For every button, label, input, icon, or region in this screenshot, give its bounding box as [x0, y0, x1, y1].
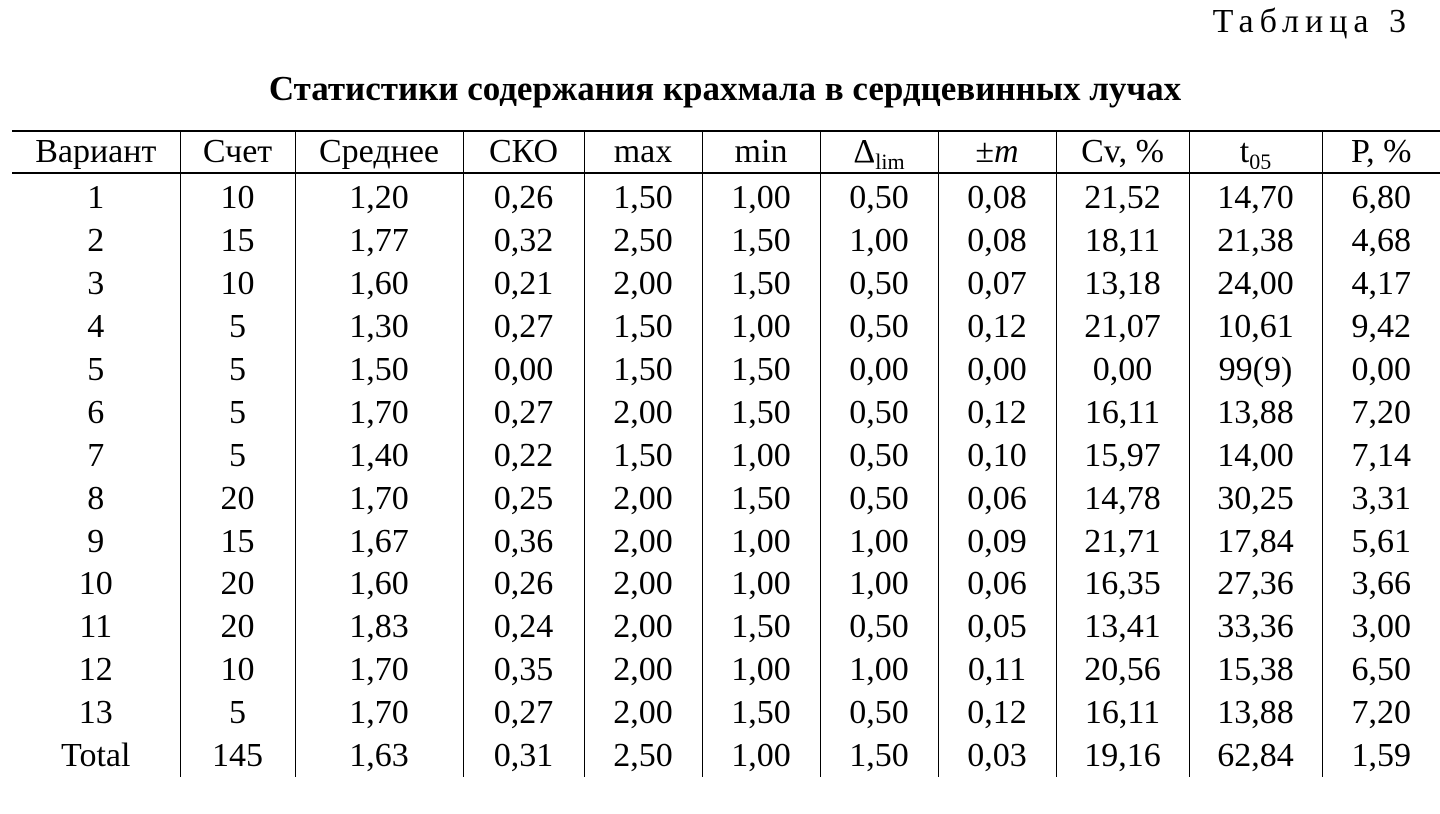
cell-delta-lim: 0,50: [820, 173, 938, 220]
cell-mean: 1,60: [295, 263, 463, 306]
table-row: [12, 606, 1440, 649]
cell-sd: 0,25: [463, 477, 584, 520]
cell-variant: 11: [79, 608, 113, 646]
cell-delta-lim: 0,50: [820, 306, 938, 349]
cell-error-m: 0,08: [938, 220, 1056, 263]
cell-p: 5,61: [1322, 520, 1440, 563]
header-variant: Вариант: [12, 131, 180, 173]
cell-t05: 27,36: [1189, 563, 1322, 606]
cell-cv: 16,11: [1056, 692, 1189, 735]
statistics-table: [12, 130, 1440, 777]
cell-mean: 1,60: [295, 563, 463, 606]
header-sd: СКО: [463, 131, 584, 173]
cell-min: 1,50: [702, 477, 820, 520]
table-row: [12, 692, 1440, 735]
header-max: max: [584, 131, 702, 173]
cell-error-m: 0,12: [938, 306, 1056, 349]
cell-error-m: 0,06: [938, 563, 1056, 606]
plus-minus-sign: ±: [975, 133, 995, 170]
cell-max: 1,50: [584, 306, 702, 349]
cell-delta-lim: 0,50: [820, 606, 938, 649]
cell-max: 2,50: [584, 735, 702, 778]
cell-error-m: 0,05: [938, 606, 1056, 649]
cell-max: 2,00: [584, 263, 702, 306]
cell-min: 1,00: [702, 735, 820, 778]
cell-variant: 3: [87, 265, 105, 303]
cell-cv: 16,35: [1056, 563, 1189, 606]
cell-cv: 0,00: [1056, 349, 1189, 392]
cell-cv: 21,71: [1056, 520, 1189, 563]
cell-t05: 10,61: [1189, 306, 1322, 349]
cell-variant: 13: [78, 694, 113, 732]
cell-p: 1,59: [1322, 735, 1440, 778]
header-cv: Cv, %: [1056, 131, 1189, 173]
cell-mean: 1,83: [295, 606, 463, 649]
cell-max: 2,00: [584, 649, 702, 692]
header-error-m: [938, 131, 1056, 173]
cell-sd: 0,21: [463, 263, 584, 306]
cell-variant: 10: [78, 565, 113, 603]
cell-delta-lim: 1,00: [820, 649, 938, 692]
cell-variant: 1: [87, 179, 105, 217]
cell-max: 1,50: [584, 434, 702, 477]
table-row: [12, 477, 1440, 520]
header-t05: [1189, 131, 1322, 173]
header-delta-lim: [820, 131, 938, 173]
table-row: [12, 263, 1440, 306]
cell-t05: 15,38: [1189, 649, 1322, 692]
cell-count: 5: [180, 391, 295, 434]
table-row: [12, 306, 1440, 349]
cell-delta-lim: 0,50: [820, 477, 938, 520]
table-row: [12, 349, 1440, 392]
cell-t05: 99(9): [1189, 349, 1322, 392]
cell-count: 20: [180, 606, 295, 649]
cell-p: 7,20: [1322, 692, 1440, 735]
cell-cv: 16,11: [1056, 391, 1189, 434]
cell-sd: 0,00: [463, 349, 584, 392]
cell-p: 6,50: [1322, 649, 1440, 692]
cell-error-m: 0,09: [938, 520, 1056, 563]
cell-count: 10: [180, 649, 295, 692]
cell-sd: 0,27: [463, 692, 584, 735]
delta-subscript: lim: [875, 149, 905, 174]
cell-count: 10: [180, 263, 295, 306]
cell-variant: 12: [78, 651, 113, 689]
cell-cv: 20,56: [1056, 649, 1189, 692]
cell-mean: 1,70: [295, 649, 463, 692]
cell-variant: 5: [87, 351, 105, 388]
header-min: min: [702, 131, 820, 173]
t-subscript: 05: [1249, 149, 1272, 174]
cell-sd: 0,26: [463, 173, 584, 220]
m-variable: m: [994, 133, 1019, 170]
cell-min: 1,00: [702, 306, 820, 349]
cell-min: 1,50: [702, 349, 820, 392]
table-row: [12, 391, 1440, 434]
table-row: [12, 173, 1440, 220]
cell-sd: 0,31: [463, 735, 584, 778]
table-number-label: Таблица 3: [1212, 3, 1412, 40]
cell-t05: 13,88: [1189, 692, 1322, 735]
cell-p: 4,17: [1322, 263, 1440, 306]
cell-variant: 2: [87, 222, 105, 260]
cell-p: 3,00: [1322, 606, 1440, 649]
cell-cv: 13,18: [1056, 263, 1189, 306]
cell-mean: 1,40: [295, 434, 463, 477]
cell-count: 145: [180, 735, 295, 778]
cell-sd: 0,35: [463, 649, 584, 692]
cell-t05: 14,70: [1189, 173, 1322, 220]
cell-p: 7,14: [1322, 434, 1440, 477]
cell-cv: 19,16: [1056, 735, 1189, 778]
cell-t05: 62,84: [1189, 735, 1322, 778]
cell-sd: 0,32: [463, 220, 584, 263]
cell-p: 0,00: [1322, 349, 1440, 392]
cell-cv: 13,41: [1056, 606, 1189, 649]
cell-sd: 0,26: [463, 563, 584, 606]
cell-delta-lim: 1,00: [820, 520, 938, 563]
cell-p: 3,31: [1322, 477, 1440, 520]
cell-t05: 30,25: [1189, 477, 1322, 520]
cell-count: 5: [180, 306, 295, 349]
cell-t05: 14,00: [1189, 434, 1322, 477]
cell-mean: 1,70: [295, 692, 463, 735]
cell-min: 1,00: [702, 434, 820, 477]
cell-cv: 21,07: [1056, 306, 1189, 349]
cell-variant: 8: [87, 479, 105, 517]
cell-t05: 24,00: [1189, 263, 1322, 306]
cell-mean: 1,70: [295, 391, 463, 434]
cell-min: 1,00: [702, 649, 820, 692]
cell-count: 5: [180, 349, 295, 392]
cell-t05: 13,88: [1189, 391, 1322, 434]
cell-error-m: 0,06: [938, 477, 1056, 520]
cell-delta-lim: 1,50: [820, 735, 938, 778]
cell-min: 1,00: [702, 173, 820, 220]
cell-count: 15: [180, 220, 295, 263]
cell-delta-lim: 0,50: [820, 263, 938, 306]
cell-sd: 0,36: [463, 520, 584, 563]
cell-count: 20: [180, 477, 295, 520]
cell-delta-lim: 0,50: [820, 692, 938, 735]
cell-count: 15: [180, 520, 295, 563]
cell-sd: 0,24: [463, 606, 584, 649]
cell-mean: 1,20: [295, 173, 463, 220]
cell-error-m: 0,11: [938, 649, 1056, 692]
cell-count: 20: [180, 563, 295, 606]
cell-mean: 1,63: [295, 735, 463, 778]
cell-mean: 1,77: [295, 220, 463, 263]
cell-delta-lim: 0,00: [820, 349, 938, 392]
total-row: [12, 735, 1440, 778]
cell-variant: 9: [87, 522, 105, 560]
table-row: [12, 649, 1440, 692]
cell-count: 5: [180, 434, 295, 477]
cell-sd: 0,27: [463, 391, 584, 434]
cell-max: 1,50: [584, 349, 702, 392]
table-row: [12, 434, 1440, 477]
cell-t05: 33,36: [1189, 606, 1322, 649]
cell-sd: 0,27: [463, 306, 584, 349]
t-symbol: t: [1239, 133, 1250, 170]
cell-cv: 21,52: [1056, 173, 1189, 220]
cell-max: 2,00: [584, 606, 702, 649]
cell-mean: 1,50: [295, 349, 463, 392]
cell-max: 2,00: [584, 391, 702, 434]
cell-min: 1,50: [702, 606, 820, 649]
table-row: [12, 220, 1440, 263]
table-header: [12, 131, 1440, 173]
cell-max: 1,50: [584, 173, 702, 220]
cell-mean: 1,70: [295, 477, 463, 520]
cell-p: 4,68: [1322, 220, 1440, 263]
cell-min: 1,00: [702, 563, 820, 606]
cell-p: 7,20: [1322, 391, 1440, 434]
cell-variant: 6: [87, 393, 105, 431]
cell-min: 1,50: [702, 692, 820, 735]
delta-symbol: Δ: [853, 133, 876, 170]
cell-error-m: 0,08: [938, 173, 1056, 220]
cell-t05: 21,38: [1189, 220, 1322, 263]
header-row: [12, 131, 1440, 173]
cell-error-m: 0,07: [938, 263, 1056, 306]
cell-delta-lim: 0,50: [820, 434, 938, 477]
cell-error-m: 0,00: [938, 349, 1056, 392]
cell-cv: 14,78: [1056, 477, 1189, 520]
cell-delta-lim: 1,00: [820, 220, 938, 263]
cell-min: 1,50: [702, 391, 820, 434]
cell-cv: 15,97: [1056, 434, 1189, 477]
cell-max: 2,00: [584, 520, 702, 563]
cell-max: 2,50: [584, 220, 702, 263]
cell-p: 3,66: [1322, 563, 1440, 606]
cell-max: 2,00: [584, 563, 702, 606]
cell-variant: 4: [87, 308, 105, 346]
cell-min: 1,50: [702, 263, 820, 306]
header-count: Счет: [180, 131, 295, 173]
cell-p: 6,80: [1322, 173, 1440, 220]
cell-max: 2,00: [584, 692, 702, 735]
cell-variant: 7: [87, 436, 105, 474]
cell-count: 5: [180, 692, 295, 735]
cell-p: 9,42: [1322, 306, 1440, 349]
cell-t05: 17,84: [1189, 520, 1322, 563]
cell-sd: 0,22: [463, 434, 584, 477]
cell-mean: 1,67: [295, 520, 463, 563]
header-p: P, %: [1322, 131, 1440, 173]
table-row: [12, 520, 1440, 563]
cell-min: 1,00: [702, 520, 820, 563]
cell-max: 2,00: [584, 477, 702, 520]
cell-mean: 1,30: [295, 306, 463, 349]
cell-count: 10: [180, 173, 295, 220]
table-caption: Статистики содержания крахмала в сердцевинных лучах: [268, 69, 1182, 108]
cell-error-m: 0,10: [938, 434, 1056, 477]
cell-delta-lim: 0,50: [820, 391, 938, 434]
cell-error-m: 0,12: [938, 391, 1056, 434]
cell-variant: Total: [61, 737, 131, 775]
header-mean: Среднее: [295, 131, 463, 173]
table-row: [12, 563, 1440, 606]
table-body: [12, 173, 1440, 777]
cell-error-m: 0,12: [938, 692, 1056, 735]
cell-delta-lim: 1,00: [820, 563, 938, 606]
cell-error-m: 0,03: [938, 735, 1056, 778]
cell-min: 1,50: [702, 220, 820, 263]
cell-cv: 18,11: [1056, 220, 1189, 263]
